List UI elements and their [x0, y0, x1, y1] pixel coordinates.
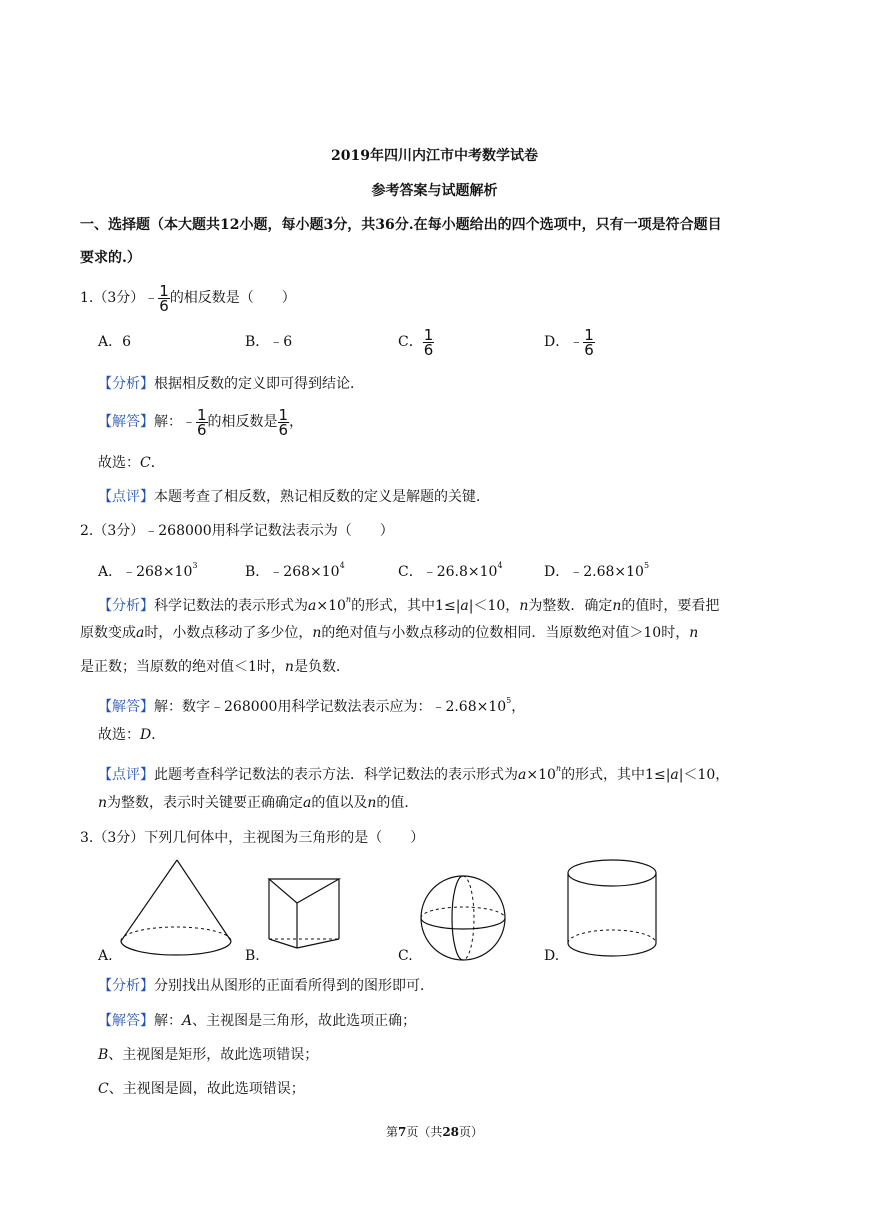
q1-option-c — [398, 322, 434, 362]
q1-suffix: 的相反数是（ ） — [169, 290, 296, 306]
q2-a1k: 的值时，要看把 — [621, 598, 720, 614]
document-title: 2019年四川内江市中考数学试卷 — [331, 148, 538, 164]
q1-answer-fraction-2 — [278, 405, 290, 439]
q3-option-d: D. — [544, 948, 560, 964]
q2-a1b: a — [308, 598, 317, 614]
q2-a1f: a — [460, 598, 469, 614]
q1-option-c-fraction — [423, 325, 435, 359]
footer-total-pages: 28 — [442, 1125, 460, 1139]
q1-frac-num: 1 — [159, 281, 169, 300]
footer-pre: 第 — [385, 1125, 398, 1139]
cone-figure — [115, 858, 235, 958]
q2-option-d — [544, 556, 649, 582]
q2-choice-label: 故选： — [98, 727, 140, 743]
q2-a2c: 时，小数点移动了多少位， — [144, 625, 313, 641]
q2-b-text: B．﹣268×10 — [245, 564, 340, 580]
q2-c1b: a — [518, 767, 527, 783]
q1-choice-letter: C — [140, 455, 151, 471]
q2-a1j: n — [612, 598, 622, 614]
q2-option-a — [98, 556, 197, 582]
q2-c2b: 为整数，表示时关键要正确确定 — [107, 795, 304, 811]
q2-analysis-line1 — [98, 590, 719, 616]
q2-c1d: n — [555, 764, 562, 773]
footer-mid: 页（共 — [406, 1125, 443, 1139]
question-2-stem: 2.（3分）﹣268000用科学记数法表示为（ ） — [80, 523, 394, 539]
q2-a2f: n — [689, 625, 699, 641]
q2-a1e: 的形式，其中1≤| — [351, 598, 461, 614]
q2-c2c: a — [303, 795, 312, 811]
q1-fraction — [158, 281, 170, 315]
q2-c2e: n — [367, 795, 377, 811]
page-footer — [0, 1122, 869, 1142]
comment-tag: 【点评】 — [98, 767, 154, 783]
analysis-tag: 【分析】 — [98, 598, 154, 614]
analysis-tag: 【分析】 — [98, 376, 154, 392]
q1-ans-num2: 1 — [278, 405, 289, 424]
q2-a1i: 为整数．确定 — [528, 598, 613, 614]
q2-answer-end: ， — [511, 699, 526, 715]
analysis-tag: 【分析】 — [98, 978, 154, 994]
q1-c-num: 1 — [423, 325, 434, 344]
q2-a2e: 的绝对值与小数点移动的位数相同．当原数绝对值＞10时， — [321, 625, 690, 641]
q1-option-d-fraction — [583, 325, 595, 359]
q3-option-a: A. — [98, 948, 113, 964]
q1-choice — [98, 453, 165, 473]
q2-analysis-line3 — [80, 657, 350, 677]
answer-tag: 【解答】 — [98, 1013, 154, 1029]
q3-ans-a: 解： — [154, 1013, 182, 1029]
q3-line-c — [98, 1079, 305, 1099]
q2-a3b: n — [284, 659, 294, 675]
q2-answer — [98, 691, 525, 717]
q2-answer-text: 解：数字﹣268000用科学记数法表示应为：﹣2.68×10 — [154, 699, 507, 715]
q1-ans-num1: 1 — [197, 405, 207, 424]
q2-a2b: a — [136, 625, 145, 641]
q2-d-exp: 5 — [643, 561, 650, 570]
q1-answer-fraction-1 — [196, 405, 208, 439]
q2-a1d: n — [345, 595, 352, 604]
q2-c-text: C．﹣26.8×10 — [398, 564, 498, 580]
q1-option-c-label: C． — [398, 334, 423, 350]
document-subtitle: 参考答案与试题解析 — [371, 183, 498, 199]
q1-c-den: 6 — [423, 340, 434, 359]
q1-d-den: 6 — [584, 340, 594, 359]
q2-a2a: 原数变成 — [80, 625, 136, 641]
q2-choice — [98, 725, 165, 745]
answer-tag: 【解答】 — [98, 699, 154, 715]
q2-option-b — [245, 556, 345, 582]
q2-option-c — [398, 556, 503, 582]
q1-answer — [98, 402, 303, 442]
q3-b-letter: B — [98, 1047, 109, 1063]
q2-choice-end: ． — [151, 727, 166, 743]
q1-answer-end: ， — [289, 414, 304, 430]
q1-option-a: A．6 — [98, 334, 132, 350]
q2-analysis-line2 — [80, 623, 698, 643]
q2-c2d: 的值以及 — [311, 795, 368, 811]
q1-analysis — [98, 374, 364, 394]
q2-a-text: A．﹣268×10 — [98, 564, 193, 580]
q1-option-d — [544, 322, 595, 362]
q1-choice-label: 故选： — [98, 455, 140, 471]
q2-a1a: 科学记数法的表示形式为 — [154, 598, 308, 614]
q3-b-text: 、主视图是矩形，故此选项错误； — [108, 1047, 319, 1063]
q2-a3a: 是正数；当原数的绝对值＜1时， — [80, 659, 285, 675]
q1-d-num: 1 — [584, 325, 594, 344]
section-heading-line2: 要求的.） — [80, 250, 141, 266]
q3-analysis-text: 分别找出从图形的正面看所得到的图形即可． — [154, 978, 434, 994]
q1-option-d-label: D．﹣ — [544, 334, 584, 350]
q2-c1f: a — [670, 767, 679, 783]
q1-option-b: B．﹣6 — [245, 334, 293, 350]
q2-b-exp: 4 — [339, 561, 345, 570]
sphere-figure — [418, 873, 508, 963]
q1-analysis-text: 根据相反数的定义即可得到结论． — [154, 376, 364, 392]
q3-answer — [98, 1011, 416, 1031]
question-3-stem: 3.（3分）下列几何体中，主视图为三角形的是（ ） — [80, 830, 425, 846]
q2-a2d: n — [312, 625, 322, 641]
answer-tag: 【解答】 — [98, 414, 154, 430]
q1-answer-mid: 的相反数是 — [207, 414, 278, 430]
footer-page-number: 7 — [397, 1125, 407, 1139]
q2-a1c: ×10 — [316, 598, 346, 614]
q2-c1c: ×10 — [526, 767, 556, 783]
q3-line-b — [98, 1045, 318, 1065]
q2-c-exp: 4 — [497, 561, 503, 570]
q3-c-letter: C — [98, 1081, 109, 1097]
q2-c1e: 的形式，其中1≤| — [561, 767, 671, 783]
q1-prefix: 1.（3分）﹣ — [80, 290, 159, 306]
q3-option-b: B. — [245, 948, 260, 964]
q1-ans-den1: 6 — [197, 420, 207, 439]
q3-c-text: 、主视图是圆，故此选项错误； — [108, 1081, 305, 1097]
q3-analysis — [98, 976, 434, 996]
q3-option-c: C. — [398, 948, 413, 964]
question-1-stem — [80, 278, 296, 318]
q1-ans-den2: 6 — [278, 420, 289, 439]
q2-a-exp: 3 — [192, 561, 198, 570]
q2-d-text: D．﹣2.68×10 — [544, 564, 644, 580]
q1-frac-den: 6 — [159, 296, 169, 315]
q1-comment — [98, 487, 490, 507]
q1-answer-pre: 解：﹣ — [154, 414, 196, 430]
q2-answer-exp: 5 — [506, 696, 512, 705]
q2-choice-letter: D — [140, 727, 152, 743]
q2-c1g: |＜10， — [678, 767, 730, 783]
q1-choice-end: ． — [150, 455, 165, 471]
q2-c2f: 的值． — [376, 795, 419, 811]
q2-comment-line1 — [98, 759, 729, 785]
triangular-prism-figure — [265, 875, 345, 950]
q2-c1a: 此题考查科学记数法的表示方法．科学记数法的表示形式为 — [154, 767, 518, 783]
q2-c2a: n — [98, 795, 108, 811]
q2-a3c: 是负数． — [293, 659, 350, 675]
q1-comment-text: 本题考查了相反数，熟记相反数的定义是解题的关键． — [154, 489, 490, 505]
q2-a1g: |＜10， — [468, 598, 520, 614]
section-heading-line1: 一、选择题（本大题共12小题，每小题3分，共36分.在每小题给出的四个选项中，只有一项是符合题目 — [80, 217, 722, 233]
q2-comment-line2 — [98, 793, 418, 813]
cylinder-figure — [562, 857, 662, 962]
footer-post: 页） — [459, 1125, 484, 1139]
comment-tag: 【点评】 — [98, 489, 154, 505]
q3-ans-b: A — [182, 1013, 193, 1029]
q3-ans-c: 、主视图是三角形，故此选项正确； — [192, 1013, 417, 1029]
q2-a1h: n — [519, 598, 529, 614]
